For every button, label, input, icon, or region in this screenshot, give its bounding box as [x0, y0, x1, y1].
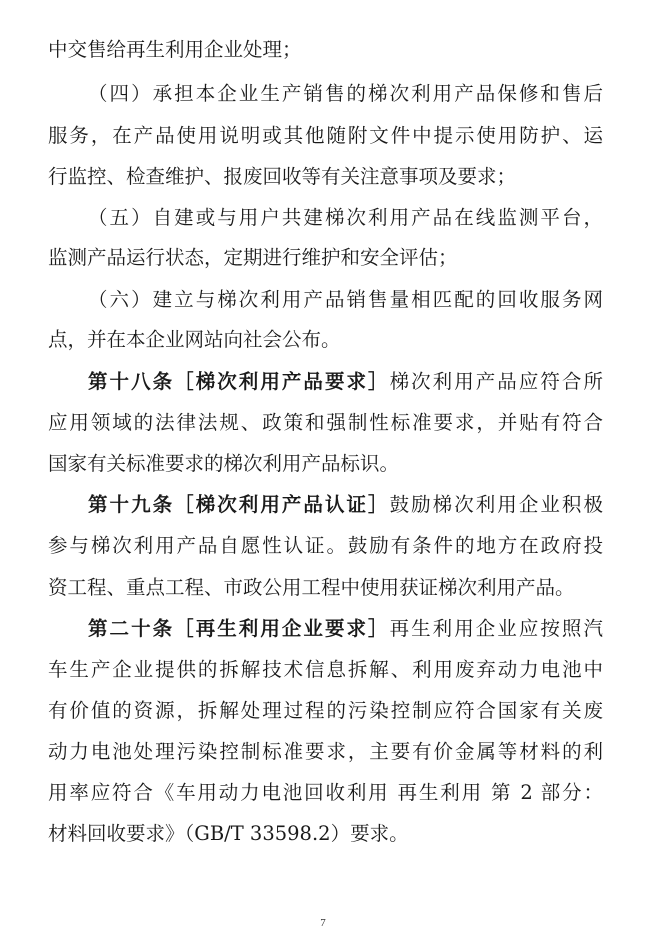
- text-line: （四）承担本企业生产销售的梯次利用产品保修和售后: [88, 82, 603, 105]
- text-span: 再生利用企业应按照汽: [389, 617, 603, 640]
- text-line: 监测产品运行状态，定期进行维护和安全评估；: [48, 246, 458, 269]
- text-line: （五）自建或与用户共建梯次利用产品在线监测平台，: [88, 206, 603, 229]
- text-line: 动力电池处理污染控制标准要求，主要有价金属等材料的利: [48, 740, 603, 763]
- article-title: 第十八条［梯次利用产品要求］: [88, 370, 390, 393]
- text-line: 点，并在本企业网站向社会公布。: [48, 328, 341, 351]
- page-number: 7: [320, 917, 326, 929]
- text-line: 国家有关标准要求的梯次利用产品标识。: [48, 452, 400, 475]
- text-span: 梯次利用产品应符合所: [389, 370, 603, 393]
- text-line: 材料回收要求》（GB/T 33598.2）要求。: [48, 822, 409, 845]
- text-span: 鼓励梯次利用企业积极: [389, 493, 603, 516]
- text-line: 用率应符合《车用动力电池回收利用 再生利用 第 2 部分：: [48, 781, 603, 804]
- article-18-first-line: [88, 367, 603, 397]
- text-line: 资工程、重点工程、市政公用工程中使用获证梯次利用产品。: [48, 576, 575, 599]
- text-line: 行监控、检查维护、报废回收等有关注意事项及要求；: [48, 165, 517, 188]
- article-19-first-line: [88, 490, 603, 520]
- text-line: 应用领域的法律法规、政策和强制性标准要求，并贴有符合: [48, 411, 603, 434]
- text-line: 有价值的资源，拆解处理过程的污染控制应符合国家有关废: [48, 699, 603, 722]
- text-line: 服务，在产品使用说明或其他随附文件中提示使用防护、运: [48, 124, 603, 147]
- text-line: （六）建立与梯次利用产品销售量相匹配的回收服务网: [88, 288, 603, 311]
- text-line: 参与梯次利用产品自愿性认证。鼓励有条件的地方在政府投: [48, 534, 603, 557]
- article-title: 第二十条［再生利用企业要求］: [88, 617, 390, 640]
- text-line: 中交售给再生利用企业处理；: [48, 38, 302, 61]
- article-title: 第十九条［梯次利用产品认证］: [88, 493, 390, 516]
- text-line: 车生产企业提供的拆解技术信息拆解、利用废弃动力电池中: [48, 658, 603, 681]
- article-20-first-line: [88, 614, 603, 644]
